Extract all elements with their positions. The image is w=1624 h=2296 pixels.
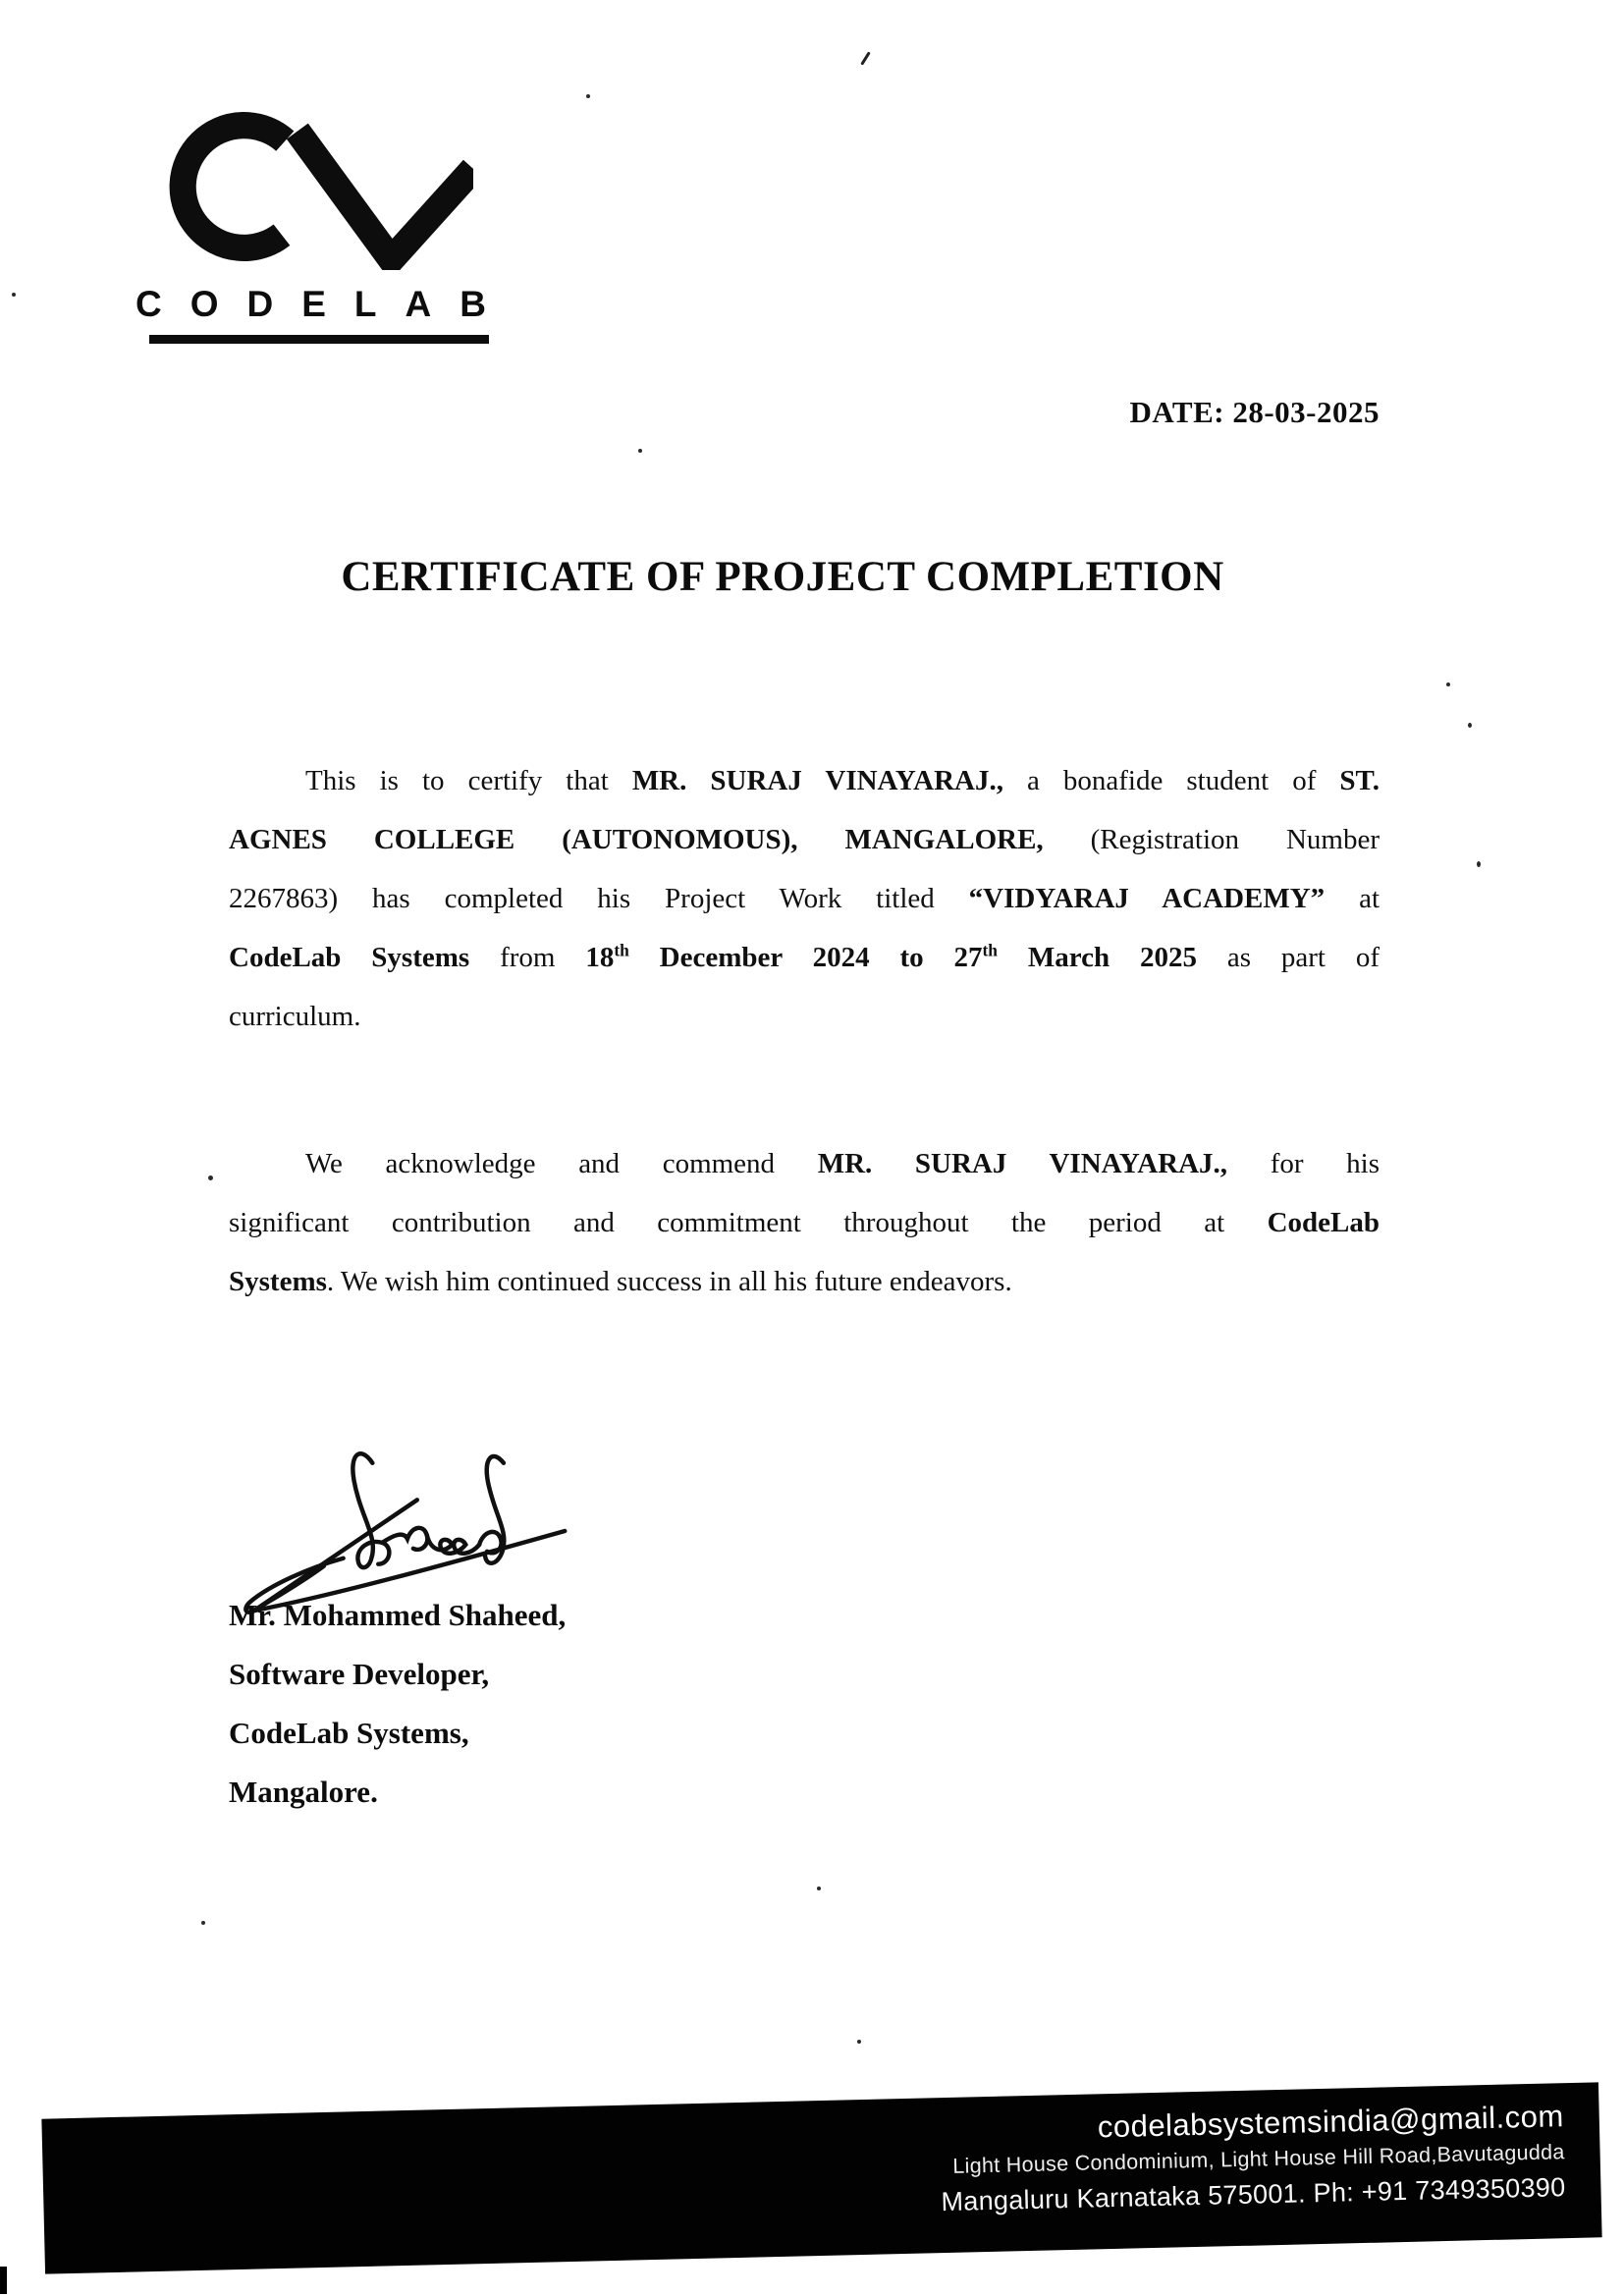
certificate-title: CERTIFICATE OF PROJECT COMPLETION <box>341 554 1224 600</box>
scan-speck <box>1446 683 1450 686</box>
signatory-name: Mr. Mohammed Shaheed, <box>229 1598 567 1632</box>
scan-speck <box>12 293 16 297</box>
logo-wordmark: CODELAB <box>135 284 514 324</box>
scan-speck <box>201 1921 205 1925</box>
paragraph-1: This is to certify that MR. SURAJ VINAYARAJ., a bonafide student of ST. AGNES COLLEGE (AUTONOMOUS), MANGALORE, (Registration Number 2267863) has completed his Project Work titled “VIDYARAJ ACADEMY” at CodeLab Systems from 18th December 2024 to 27th March 2025 as part of curriculum. <box>229 765 1380 1032</box>
signatory-city: Mangalore. <box>229 1775 378 1809</box>
scan-speck <box>1468 723 1472 728</box>
footer-address-line2: Mangaluru Karnataka 575001. Ph: +91 7349350390 <box>941 2172 1566 2217</box>
scan-speck <box>638 449 642 453</box>
footer-bar <box>41 2082 1601 2273</box>
scan-speck <box>817 1886 821 1890</box>
scan-speck <box>860 51 870 65</box>
logo-underline <box>149 335 489 344</box>
footer-email: codelabsystemsindia@gmail.com <box>1097 2099 1565 2145</box>
codelab-logo-icon <box>167 101 473 270</box>
date-line: DATE: 28-03-2025 <box>1129 395 1380 429</box>
signatory-role: Software Developer, <box>229 1657 490 1691</box>
signatory-block <box>229 1586 566 1822</box>
scan-speck <box>586 94 590 98</box>
footer-address-line1: Light House Condominium, Light House Hill Road,Bavutagudda <box>952 2140 1565 2178</box>
scan-speck <box>208 1175 213 1180</box>
signatory-company: CodeLab Systems, <box>229 1716 469 1750</box>
scan-speck <box>857 2040 861 2044</box>
paragraph-2: We acknowledge and commend MR. SURAJ VINAYARAJ., for his significant contribution and commitment throughout the period at CodeLab Systems. We wish him continued success in all his future endeavors. <box>229 1148 1380 1297</box>
scan-edge-mark <box>0 2267 7 2294</box>
scan-speck <box>1477 861 1481 867</box>
